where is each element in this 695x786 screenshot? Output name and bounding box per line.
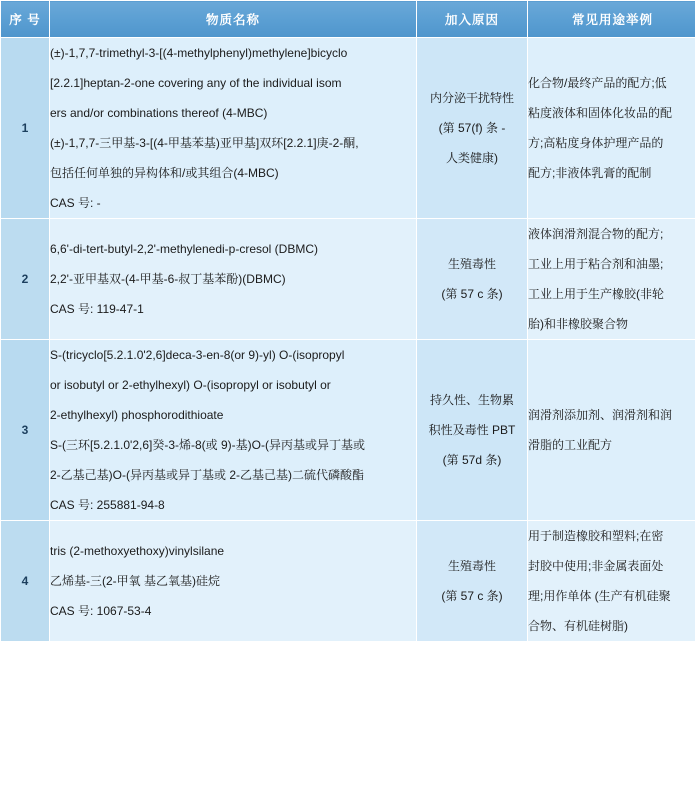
substance-name-line: 乙烯基-三(2-甲氧 基乙氧基)硅烷 [50, 574, 220, 588]
column-header-name: 物质名称 [50, 1, 417, 38]
use-cell [528, 38, 695, 219]
reason-line: 生殖毒性 [447, 559, 496, 573]
substance-name-cell [50, 340, 417, 521]
reason-line: 人类健康) [446, 151, 498, 165]
use-line: 工业上用于粘合剂和油墨; [528, 257, 664, 271]
use-line: 胎)和非橡胶聚合物 [528, 317, 628, 331]
use-line: 粘度液体和固体化妆品的配 [528, 106, 673, 120]
table-row [1, 340, 695, 521]
use-line: 化合物/最终产品的配方;低 [528, 76, 667, 90]
substance-name-line: 6,6'-di-tert-butyl-2,2'-methylenedi-p-cresol (DBMC) [50, 242, 318, 256]
reason-line: 生殖毒性 [447, 257, 496, 271]
column-header-reason: 加入原因 [417, 1, 528, 38]
substance-name-line: 包括任何单独的异构体和/或其组合(4-MBC) [50, 166, 279, 180]
substance-name-line: 2-乙基己基)O-(异丙基或异丁基或 2-乙基己基)二硫代磷酸酯 [50, 468, 364, 482]
substance-name-cell [50, 38, 417, 219]
reason-cell [417, 219, 528, 340]
substance-name-line: S-(三环[5.2.1.0'2,6]癸-3-烯-8(或 9)-基)O-(异丙基或异丁基或 [50, 438, 365, 452]
row-index: 3 [1, 340, 50, 521]
reason-line: 持久性、生物累 [429, 393, 514, 407]
use-line: 滑脂的工业配方 [528, 438, 613, 452]
table-row [1, 219, 695, 340]
table-row [1, 521, 695, 642]
reason-cell [417, 340, 528, 521]
substance-name-line: 2-ethylhexyl) phosphorodithioate [50, 408, 224, 422]
row-index: 1 [1, 38, 50, 219]
table-row [1, 38, 695, 219]
use-line: 合物、有机硅树脂) [528, 619, 628, 633]
use-cell [528, 219, 695, 340]
substance-cas-line: CAS 号: - [50, 196, 101, 210]
use-cell [528, 340, 695, 521]
reason-cell [417, 521, 528, 642]
substance-cas-line: CAS 号: 119-47-1 [50, 302, 144, 316]
substance-name-line: S-(tricyclo[5.2.1.0'2,6]deca-3-en-8(or 9)-yl) O-(isopropyl [50, 348, 345, 362]
reason-line: (第 57d 条) [442, 453, 502, 467]
reason-line: 内分泌干扰特性 [429, 91, 514, 105]
row-index: 4 [1, 521, 50, 642]
use-line: 理;用作单体 (生产有机硅聚 [528, 589, 671, 603]
table-body [1, 38, 695, 642]
substance-name-line: ers and/or combinations thereof (4-MBC) [50, 106, 268, 120]
use-cell [528, 521, 695, 642]
table-header-row [1, 1, 695, 38]
use-line: 液体润滑剂混合物的配方; [528, 227, 664, 241]
reason-line: (第 57(f) 条 - [438, 121, 506, 135]
substance-name-line: (±)-1,7,7-trimethyl-3-[(4-methylphenyl)methylene]bicyclo [50, 46, 348, 60]
table-header [1, 1, 695, 38]
reason-line: (第 57 c 条) [441, 287, 503, 301]
substance-name-cell [50, 219, 417, 340]
row-index: 2 [1, 219, 50, 340]
substance-name-line: (±)-1,7,7-三甲基-3-[(4-甲基苯基)亚甲基]双环[2.2.1]庚-2-酮, [50, 136, 359, 150]
substance-cas-line: CAS 号: 1067-53-4 [50, 604, 152, 618]
reason-cell [417, 38, 528, 219]
reason-line: (第 57 c 条) [441, 589, 503, 603]
column-header-use: 常见用途举例 [528, 1, 695, 38]
substance-name-cell [50, 521, 417, 642]
reason-line: 积性及毒性 PBT [428, 423, 516, 437]
use-line: 润滑剂添加剂、润滑剂和润 [528, 408, 673, 422]
substance-name-line: or isobutyl or 2-ethylhexyl) O-(isopropyl or isobutyl or [50, 378, 331, 392]
use-line: 配方;非液体乳膏的配制 [528, 166, 652, 180]
use-line: 方;高粘度身体护理产品的 [528, 136, 664, 150]
substance-name-line: tris (2-methoxyethoxy)vinylsilane [50, 544, 225, 558]
use-line: 用于制造橡胶和塑料;在密 [528, 529, 664, 543]
column-header-index: 序 号 [1, 1, 50, 38]
use-line: 封胶中使用;非金属表面处 [528, 559, 664, 573]
substance-name-line: 2,2'-亚甲基双-(4-甲基-6-叔丁基苯酚)(DBMC) [50, 272, 286, 286]
substance-name-line: [2.2.1]heptan-2-one covering any of the individual isom [50, 76, 342, 90]
use-line: 工业上用于生产橡胶(非轮 [528, 287, 664, 301]
substance-cas-line: CAS 号: 255881-94-8 [50, 498, 165, 512]
